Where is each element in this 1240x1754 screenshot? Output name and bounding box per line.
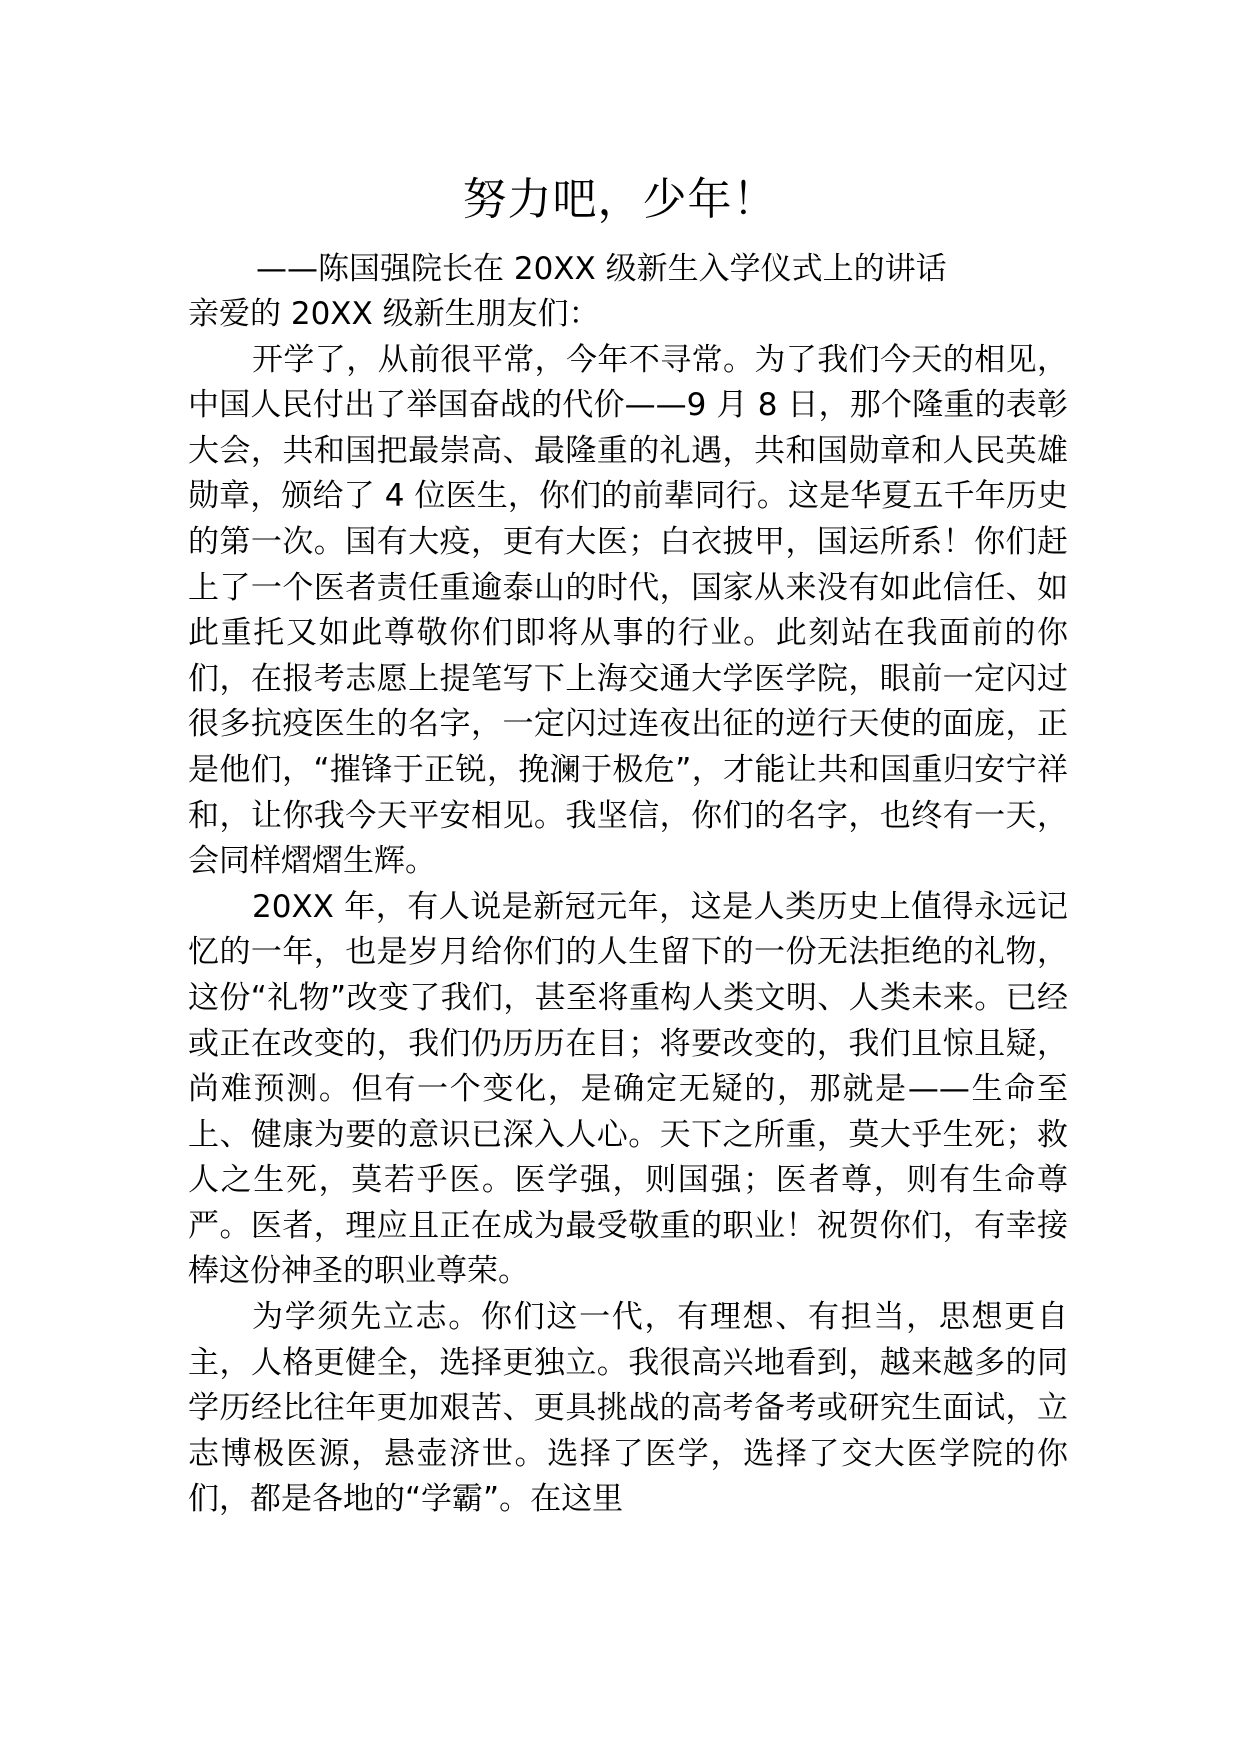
document-subtitle: ——陈国强院长在 20XX 级新生入学仪式上的讲话 — [256, 251, 947, 287]
document-title: 努力吧，少年！ — [462, 174, 778, 225]
paragraph-3: 为学须先立志。你们这一代，有理想、有担当，思想更自主，人格更健全，选择更独立。我很高兴地看到，越来越多的同学历经比往年更加艰苦、更具挑战的高考备考或研究生面试，立志博极医源，悬壶济世。选择了医学，选择了交大医学院的你们，都是各地的“学霸”。在这里 — [188, 1299, 1068, 1518]
paragraph-1: 开学了，从前很平常，今年不寻常。为了我们今天的相见，中国人民付出了举国奋战的代价——9 月 8 日，那个隆重的表彰大会，共和国把最崇高、最隆重的礼遇，共和国勋章和人民英雄勋章，颁给了 4 位医生，你们的前辈同行。这是华夏五千年历史的第一次。国有大疫，更有大医；白衣披甲，国运所系！你们赶上了一个医者责任重逾泰山的时代，国家从来没有如此信任、如此重托又如此尊敬你们即将从事的行业。此刻站在我面前的你们，在报考志愿上提笔写下上海交通大学医学院，眼前一定闪过很多抗疫医生的名字，一定闪过连夜出征的逆行天使的面庞，正是他们，“摧锋于正锐，挽澜于极危”，才能让共和国重归安宁祥和，让你我今天平安相见。我坚信，你们的名字，也终有一天，会同样熠熠生辉。 — [188, 341, 1068, 880]
document-body — [188, 292, 1068, 1523]
salutation: 亲爱的 20XX 级新生朋友们： — [188, 296, 600, 332]
paragraph-2: 20XX 年，有人说是新冠元年，这是人类历史上值得永远记忆的一年，也是岁月给你们的人生留下的一份无法拒绝的礼物，这份“礼物”改变了我们，甚至将重构人类文明、人类未来。已经或正在改变的，我们仍历历在目；将要改变的，我们且惊且疑，尚难预测。但有一个变化，是确定无疑的，那就是——生命至上、健康为要的意识已深入人心。天下之所重，莫大乎生死；救人之生死，莫若乎医。医学强，则国强；医者尊，则有生命尊严。医者，理应且正在成为最受敬重的职业！祝贺你们，有幸接棒这份神圣的职业尊荣。 — [188, 888, 1068, 1290]
